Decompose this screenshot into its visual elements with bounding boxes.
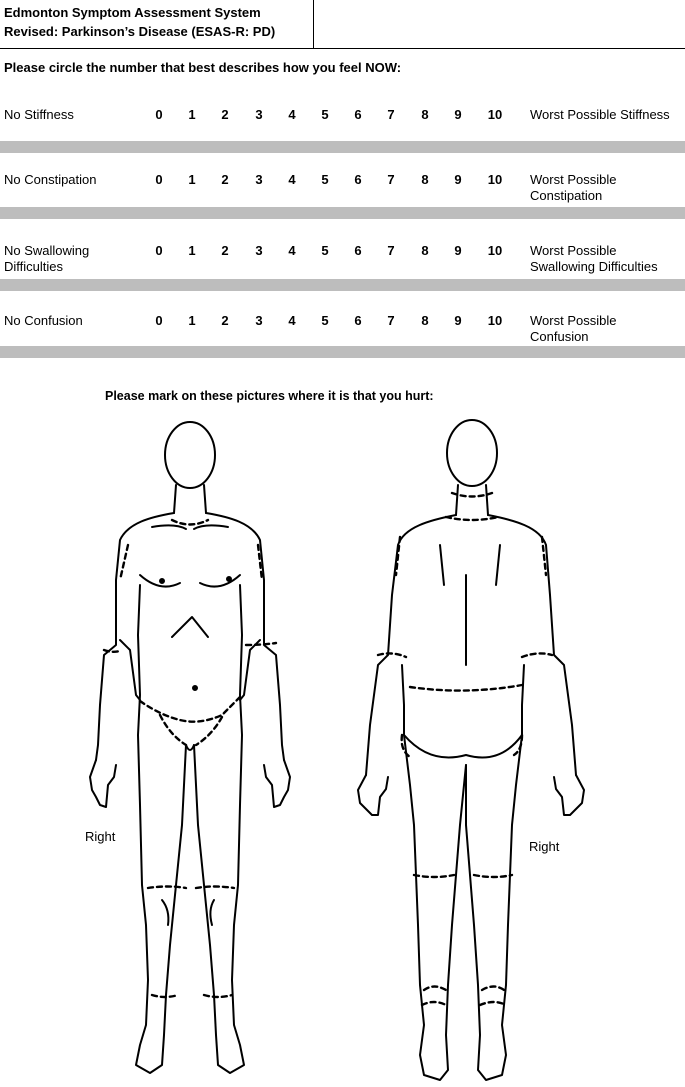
rating-option-1[interactable]: 1 xyxy=(188,313,196,328)
row-separator xyxy=(0,207,685,219)
rating-option-1[interactable]: 1 xyxy=(188,172,196,187)
body-map-title: Please mark on these pictures where it is that you hurt: xyxy=(105,389,434,403)
rating-option-8[interactable]: 8 xyxy=(421,243,429,258)
rating-option-2[interactable]: 2 xyxy=(221,243,229,258)
row-separator xyxy=(0,141,685,153)
rating-option-9[interactable]: 9 xyxy=(454,172,462,187)
rating-option-3[interactable]: 3 xyxy=(255,107,263,122)
rating-option-0[interactable]: 0 xyxy=(155,313,163,328)
rating-option-7[interactable]: 7 xyxy=(387,243,395,258)
rating-option-3[interactable]: 3 xyxy=(255,172,263,187)
form-header xyxy=(0,0,685,49)
rating-option-9[interactable]: 9 xyxy=(454,313,462,328)
rating-option-3[interactable]: 3 xyxy=(255,313,263,328)
rating-option-1[interactable]: 1 xyxy=(188,243,196,258)
symptom-low-label xyxy=(4,313,144,329)
symptom-low-label xyxy=(4,243,144,275)
rating-option-7[interactable]: 7 xyxy=(387,313,395,328)
symptom-high-label xyxy=(530,172,685,204)
symptom-row-stiffness xyxy=(0,107,685,167)
symptom-high-line2: Confusion xyxy=(530,329,589,344)
body-map-drawing[interactable] xyxy=(0,405,685,1087)
rating-option-10[interactable]: 10 xyxy=(487,313,503,328)
rating-option-4[interactable]: 4 xyxy=(288,107,296,122)
rating-option-8[interactable]: 8 xyxy=(421,107,429,122)
symptom-low-label xyxy=(4,172,144,188)
symptom-low-line1: No Swallowing xyxy=(4,243,90,258)
symptom-high-label xyxy=(530,313,685,345)
rating-option-2[interactable]: 2 xyxy=(221,172,229,187)
symptom-high-line1: Worst Possible xyxy=(530,313,617,328)
rating-option-9[interactable]: 9 xyxy=(454,107,462,122)
instruction-text: Please circle the number that best describes how you feel NOW: xyxy=(4,60,402,75)
symptom-high-line1: Worst Possible xyxy=(530,243,617,258)
rating-option-6[interactable]: 6 xyxy=(354,107,362,122)
rating-option-2[interactable]: 2 xyxy=(221,313,229,328)
symptom-high-line2: Constipation xyxy=(530,188,603,203)
rating-option-5[interactable]: 5 xyxy=(321,107,329,122)
rating-option-3[interactable]: 3 xyxy=(255,243,263,258)
rating-option-6[interactable]: 6 xyxy=(354,172,362,187)
symptom-high-label xyxy=(530,107,685,123)
symptom-high-line1: Worst Possible Stiffness xyxy=(530,107,670,122)
symptom-row-confusion xyxy=(0,313,685,373)
back-body-figure xyxy=(358,420,584,1080)
form-title xyxy=(4,3,309,47)
symptom-row-swallowing xyxy=(0,243,685,303)
rating-option-0[interactable]: 0 xyxy=(155,107,163,122)
rating-option-9[interactable]: 9 xyxy=(454,243,462,258)
row-separator xyxy=(0,279,685,291)
rating-option-2[interactable]: 2 xyxy=(221,107,229,122)
rating-option-5[interactable]: 5 xyxy=(321,172,329,187)
rating-option-4[interactable]: 4 xyxy=(288,243,296,258)
symptom-high-label xyxy=(530,243,685,275)
rating-option-10[interactable]: 10 xyxy=(487,172,503,187)
rating-option-10[interactable]: 10 xyxy=(487,243,503,258)
symptom-low-line2: Difficulties xyxy=(4,259,64,274)
front-body-figure xyxy=(90,422,290,1073)
header-divider xyxy=(313,0,314,48)
rating-option-8[interactable]: 8 xyxy=(421,313,429,328)
symptom-high-line1: Worst Possible xyxy=(530,172,617,187)
form-title-line1: Edmonton Symptom Assessment System xyxy=(4,5,261,20)
rating-option-6[interactable]: 6 xyxy=(354,313,362,328)
symptom-low-label xyxy=(4,107,144,123)
front-right-label: Right xyxy=(85,829,116,844)
rating-option-0[interactable]: 0 xyxy=(155,172,163,187)
symptom-low-line1: No Stiffness xyxy=(4,107,74,122)
rating-option-4[interactable]: 4 xyxy=(288,313,296,328)
rating-option-10[interactable]: 10 xyxy=(487,107,503,122)
symptom-low-line1: No Constipation xyxy=(4,172,97,187)
rating-option-7[interactable]: 7 xyxy=(387,172,395,187)
back-right-label: Right xyxy=(529,839,560,854)
rating-option-6[interactable]: 6 xyxy=(354,243,362,258)
symptom-high-line2: Swallowing Difficulties xyxy=(530,259,658,274)
row-separator xyxy=(0,346,685,358)
rating-option-0[interactable]: 0 xyxy=(155,243,163,258)
symptom-row-constipation xyxy=(0,172,685,232)
symptom-low-line1: No Confusion xyxy=(4,313,83,328)
rating-option-5[interactable]: 5 xyxy=(321,243,329,258)
rating-option-8[interactable]: 8 xyxy=(421,172,429,187)
rating-option-1[interactable]: 1 xyxy=(188,107,196,122)
rating-option-7[interactable]: 7 xyxy=(387,107,395,122)
rating-option-4[interactable]: 4 xyxy=(288,172,296,187)
form-title-line2: Revised: Parkinson’s Disease (ESAS-R: PD) xyxy=(4,24,276,39)
rating-option-5[interactable]: 5 xyxy=(321,313,329,328)
